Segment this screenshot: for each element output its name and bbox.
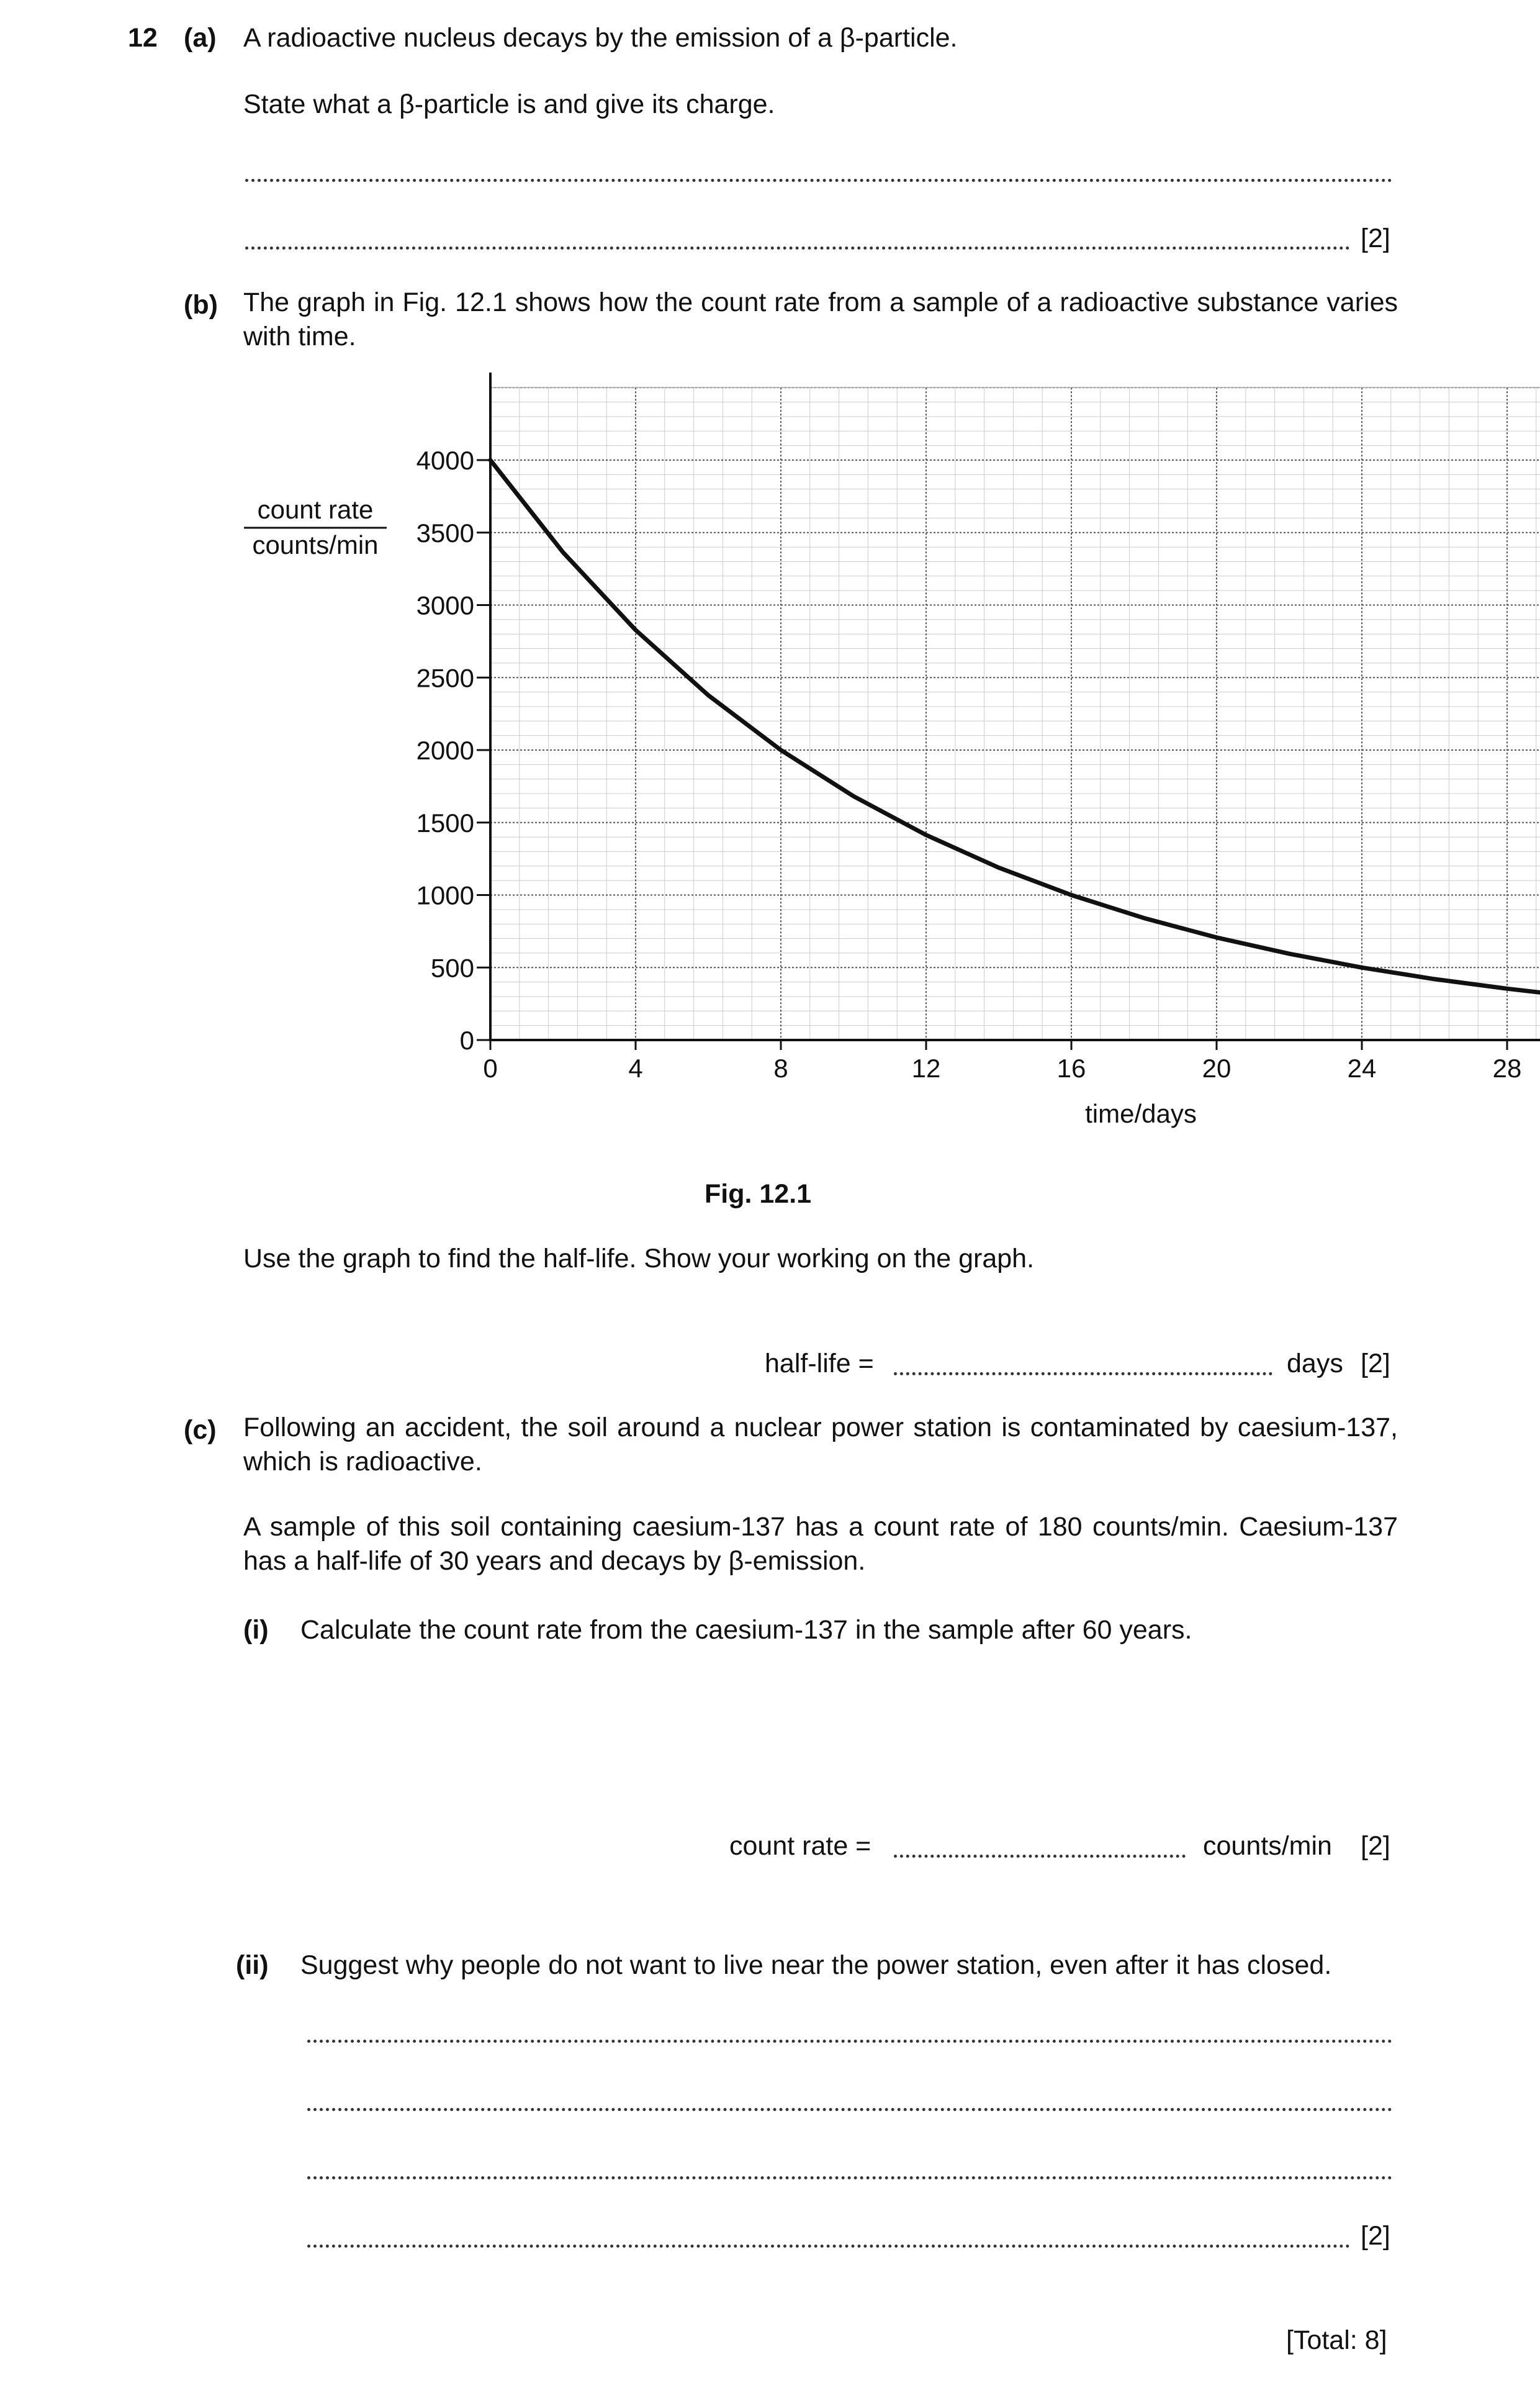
y-axis-label-top: count rate xyxy=(257,495,374,524)
y-tick-label: 4000 xyxy=(416,446,474,475)
x-tick-label: 28 xyxy=(1492,1054,1522,1083)
y-axis-label-bottom: counts/min xyxy=(252,530,379,559)
x-tick-label: 4 xyxy=(628,1054,643,1083)
x-tick-label: 16 xyxy=(1056,1054,1086,1083)
y-tick-label: 500 xyxy=(430,953,474,983)
answer-line-c-ii-1[interactable] xyxy=(307,2040,1392,2043)
grid-major xyxy=(490,387,1540,1040)
part-c-ii-label: (ii) xyxy=(236,1950,269,1980)
part-c-i-marks: [2] xyxy=(1361,1831,1390,1861)
answer-line-c-ii-3[interactable] xyxy=(307,2176,1392,2179)
part-a-label: (a) xyxy=(184,23,217,53)
decay-curve xyxy=(490,460,1540,1022)
x-tick-label: 12 xyxy=(911,1054,941,1083)
part-c-info: A sample of this soil containing caesium-137 has a count rate of 180 counts/min. Caesium-137 has a half-life of 30 years and decays by β-emission. xyxy=(243,1512,1398,1576)
decay-curve-line xyxy=(490,460,1540,1022)
answer-line-a1[interactable] xyxy=(245,179,1392,182)
y-tick-label: 2000 xyxy=(416,736,474,765)
half-life-unit: days xyxy=(1287,1349,1343,1378)
part-c-stem: Following an accident, the soil around a nuclear power station is contaminated by caesium-137, which is radioactive. xyxy=(243,1413,1398,1477)
part-a-marks: [2] xyxy=(1361,224,1390,253)
total-marks: [Total: 8] xyxy=(1286,2325,1387,2355)
x-tick-label: 20 xyxy=(1202,1054,1232,1083)
part-b-stem: The graph in Fig. 12.1 shows how the count rate from a sample of a radioactive substance varies with time. xyxy=(243,287,1398,351)
figure-caption: Fig. 12.1 xyxy=(705,1179,812,1209)
count-rate-answer-line[interactable] xyxy=(894,1855,1186,1858)
y-tick-label: 1500 xyxy=(416,808,474,838)
y-tick-label: 1000 xyxy=(416,880,474,910)
part-c-i-task: Calculate the count rate from the caesium-137 in the sample after 60 years. xyxy=(300,1615,1192,1645)
answer-line-c-ii-4[interactable] xyxy=(307,2245,1350,2248)
y-tick-label: 3500 xyxy=(416,518,474,548)
grid-minor xyxy=(490,387,1540,1040)
part-a-task: State what a β-particle is and give its charge. xyxy=(243,89,775,119)
count-rate-unit: counts/min xyxy=(1203,1831,1332,1861)
answer-line-a2[interactable] xyxy=(245,246,1350,250)
question-number: 12 xyxy=(128,23,158,53)
x-tick-label: 0 xyxy=(483,1054,498,1083)
y-tick-label: 2500 xyxy=(416,663,474,693)
part-a-stem: A radioactive nucleus decays by the emission of a β-particle. xyxy=(243,23,958,53)
part-c-i-label: (i) xyxy=(243,1615,269,1645)
y-tick-label: 3000 xyxy=(416,590,474,620)
x-tick-label: 24 xyxy=(1347,1054,1377,1083)
half-life-answer-line[interactable] xyxy=(894,1372,1272,1375)
decay-graph xyxy=(0,373,1540,1242)
part-c-ii-task: Suggest why people do not want to live near the power station, even after it has closed. xyxy=(300,1950,1332,1980)
part-b-label: (b) xyxy=(184,290,218,320)
count-rate-label: count rate = xyxy=(729,1831,871,1861)
answer-line-c-ii-2[interactable] xyxy=(307,2108,1392,2111)
y-tick-label: 0 xyxy=(459,1026,474,1055)
half-life-label: half-life = xyxy=(765,1349,874,1378)
part-c-label: (c) xyxy=(184,1415,217,1445)
part-b-task: Use the graph to find the half-life. Show your working on the graph. xyxy=(243,1244,1035,1273)
x-tick-label: 8 xyxy=(773,1054,788,1083)
part-b-marks: [2] xyxy=(1361,1349,1390,1378)
part-c-ii-marks: [2] xyxy=(1361,2221,1390,2251)
x-axis-label: time/days xyxy=(1085,1099,1197,1128)
axes xyxy=(490,373,1540,1041)
